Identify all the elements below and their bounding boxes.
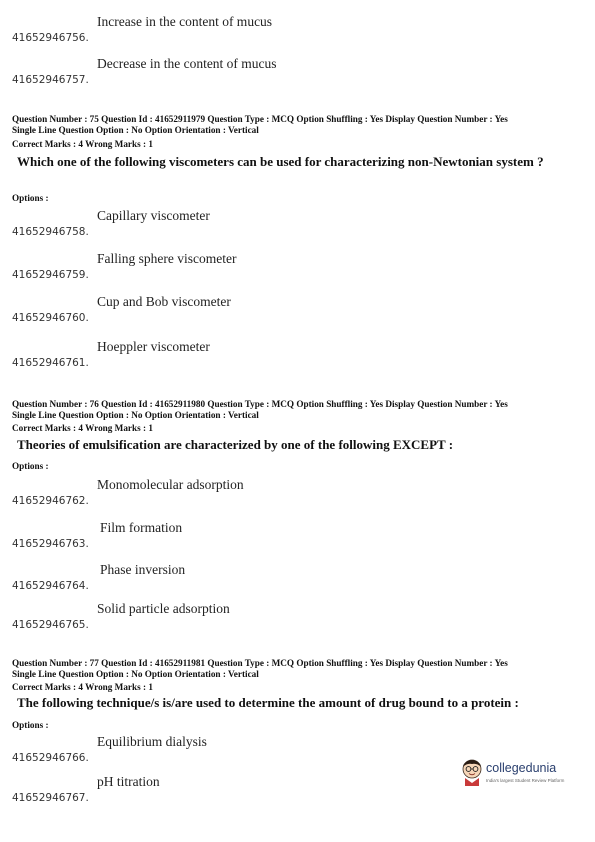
question-meta-line: Single Line Question Option : No Option Orientation : Vertical bbox=[12, 125, 259, 135]
option-text: Solid particle adsorption bbox=[97, 601, 230, 616]
question-meta bbox=[12, 114, 587, 136]
marks-line: Correct Marks : 4 Wrong Marks : 1 bbox=[12, 682, 153, 692]
option-text: Decrease in the content of mucus bbox=[97, 56, 277, 71]
option-row[interactable] bbox=[0, 10, 595, 50]
option-id: 41652946761. bbox=[12, 357, 89, 369]
question-meta-line: Single Line Question Option : No Option Orientation : Vertical bbox=[12, 669, 259, 679]
option-row[interactable] bbox=[0, 290, 595, 330]
option-row[interactable] bbox=[0, 558, 595, 598]
option-text: Monomolecular adsorption bbox=[97, 477, 244, 492]
options-label: Options : bbox=[12, 461, 49, 471]
question-text: The following technique/s is/are used to determine the amount of drug bound to a protein : bbox=[17, 695, 519, 710]
option-id: 41652946760. bbox=[12, 312, 89, 324]
option-id: 41652946758. bbox=[12, 226, 89, 238]
option-text: Cup and Bob viscometer bbox=[97, 294, 231, 309]
options-label: Options : bbox=[12, 193, 49, 203]
marks-line: Correct Marks : 4 Wrong Marks : 1 bbox=[12, 423, 153, 433]
option-id: 41652946766. bbox=[12, 752, 89, 764]
collegedunia-logo bbox=[460, 757, 580, 789]
option-text: pH titration bbox=[97, 774, 160, 789]
option-id: 41652946765. bbox=[12, 619, 89, 631]
question-meta bbox=[12, 658, 587, 680]
option-row[interactable] bbox=[0, 473, 595, 513]
question-text: Theories of emulsification are characterized by one of the following EXCEPT : bbox=[17, 437, 454, 452]
option-text: Phase inversion bbox=[100, 562, 186, 577]
option-row[interactable] bbox=[0, 247, 595, 287]
question-meta-line: Single Line Question Option : No Option Orientation : Vertical bbox=[12, 410, 259, 420]
marks-line: Correct Marks : 4 Wrong Marks : 1 bbox=[12, 139, 153, 149]
question-meta-line: Question Number : 77 Question Id : 41652911981 Question Type : MCQ Option Shuffling : Yes Display Question Number : Yes bbox=[12, 658, 508, 668]
question-meta bbox=[12, 399, 587, 421]
option-text: Hoeppler viscometer bbox=[97, 339, 210, 354]
option-row[interactable] bbox=[0, 597, 595, 637]
option-id: 41652946763. bbox=[12, 538, 89, 550]
option-text: Capillary viscometer bbox=[97, 208, 210, 223]
question-meta-line: Question Number : 75 Question Id : 41652911979 Question Type : MCQ Option Shuffling : Yes Display Question Number : Yes bbox=[12, 114, 508, 124]
option-id: 41652946767. bbox=[12, 792, 89, 804]
brand-name: collegedunia bbox=[486, 761, 557, 775]
option-id: 41652946759. bbox=[12, 269, 89, 281]
option-row[interactable] bbox=[0, 335, 595, 375]
option-id: 41652946764. bbox=[12, 580, 89, 592]
option-text: Falling sphere viscometer bbox=[97, 251, 237, 266]
student-mascot-icon bbox=[460, 757, 484, 787]
option-text: Film formation bbox=[100, 520, 183, 535]
option-text: Equilibrium dialysis bbox=[97, 734, 207, 749]
option-row[interactable] bbox=[0, 204, 595, 244]
option-id: 41652946756. bbox=[12, 32, 89, 44]
option-row[interactable] bbox=[0, 52, 595, 92]
option-text: Increase in the content of mucus bbox=[97, 14, 273, 29]
option-id: 41652946757. bbox=[12, 74, 89, 86]
option-id: 41652946762. bbox=[12, 495, 89, 507]
brand-tagline: India's largest Student Review Platform bbox=[486, 778, 565, 783]
question-meta-line: Question Number : 76 Question Id : 41652911980 Question Type : MCQ Option Shuffling : Yes Display Question Number : Yes bbox=[12, 399, 508, 409]
question-text: Which one of the following viscometers can be used for characterizing non-Newtonian system ? bbox=[17, 154, 544, 169]
options-label: Options : bbox=[12, 720, 49, 730]
option-row[interactable] bbox=[0, 516, 595, 556]
